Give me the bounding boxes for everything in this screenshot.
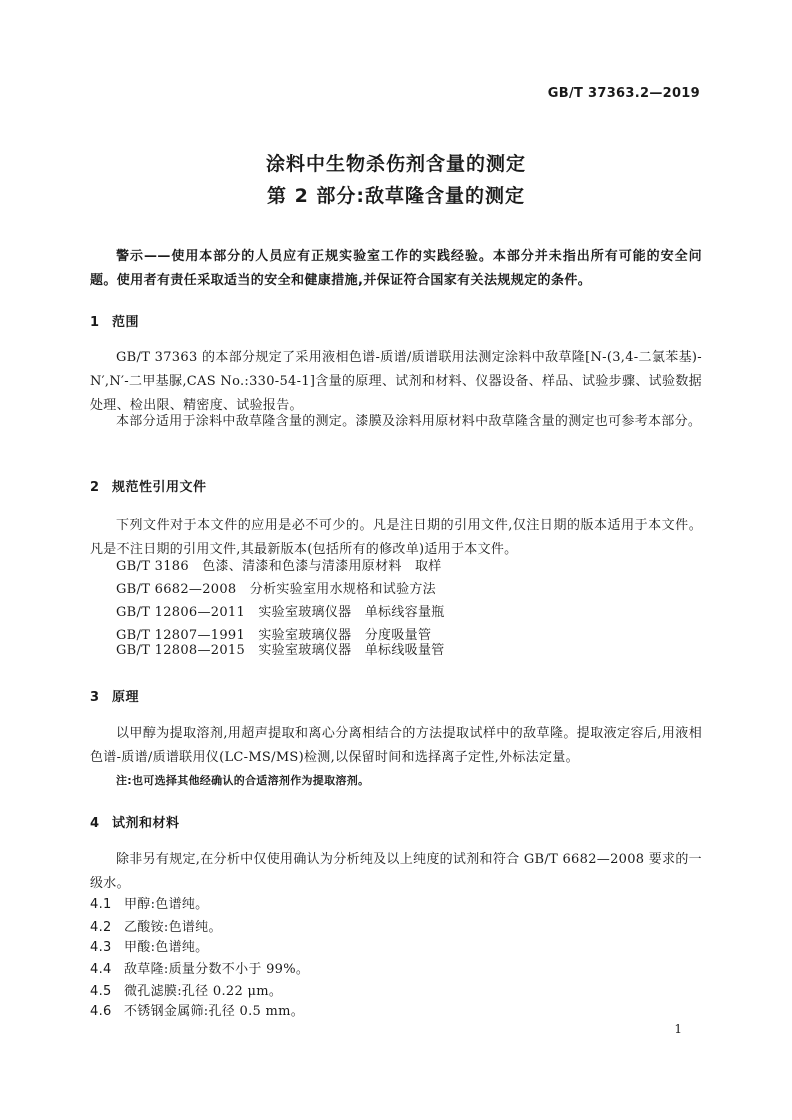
item-text: 微孔滤膜:孔径 0.22 μm。 [124,984,283,999]
section-title: 范围 [112,315,140,330]
standard-code: GB/T 37363.2—2019 [547,86,700,101]
item-text: 乙酸铵:色谱纯。 [124,920,222,935]
item-number: 4.6 [90,1004,112,1019]
section-title: 试剂和材料 [112,816,180,831]
document-title: 涂料中生物杀伤剂含量的测定 [265,153,526,175]
reagent-item [90,1000,304,1019]
warning-paragraph: 警示——使用本部分的人员应有正规实验室工作的实践经验。本部分并未指出所有可能的安全问题。使用者有责任采取适当的安全和健康措施,并保证符合国家有关法规规定的条件。 [90,249,702,288]
reagent-item [90,936,208,955]
item-text: 甲酸:色谱纯。 [124,940,209,955]
section-heading-2 [90,476,207,495]
document-subtitle: 第 2 部分:敌草隆含量的测定 [266,185,526,207]
item-number: 4.4 [90,962,112,977]
scope-paragraph-2: 本部分适用于涂料中敌草隆含量的测定。漆膜及涂料用原材料中敌草隆含量的测定也可参考本部分。 [116,414,702,429]
section-title: 原理 [112,690,140,705]
item-text: 甲醇:色谱纯。 [124,897,209,912]
item-number: 4.5 [90,984,112,999]
reference-item: GB/T 12806—2011 实验室玻璃仪器 单标线容量瓶 [116,605,445,620]
scope-paragraph-1: GB/T 37363 的本部分规定了采用液相色谱-质谱/质谱联用法测定涂料中敌草隆[N-(3,4-二氯苯基)-N′,N′-二甲基脲,CAS No.:330-54-1]含量的原理、试剂和材料、仪器设备、样品、试验步骤、试验数据处理、检出限、精密度、试验报告。 [90,350,702,413]
item-number: 4.3 [90,940,112,955]
reagent-item [90,958,309,977]
section-heading-4 [90,812,180,831]
item-number: 4.2 [90,920,112,935]
reference-item: GB/T 3186 色漆、清漆和色漆与清漆用原材料 取样 [116,559,442,574]
reagent-item [90,980,282,999]
section-number: 1 [90,315,100,330]
item-text: 不锈钢金属筛:孔径 0.5 mm。 [124,1004,305,1019]
reference-item: GB/T 6682—2008 分析实验室用水规格和试验方法 [116,582,436,597]
principle-paragraph: 以甲醇为提取溶剂,用超声提取和离心分离相结合的方法提取试样中的敌草隆。提取液定容后,用液相色谱-质谱/质谱联用仪(LC-MS/MS)检测,以保留时间和选择离子定性,外标法定量。 [90,726,702,765]
reagent-item [90,893,208,912]
section-number: 3 [90,690,100,705]
item-number: 4.1 [90,897,112,912]
reference-item: GB/T 12808—2015 实验室玻璃仪器 单标线吸量管 [116,643,445,658]
principle-note: 注:也可选择其他经确认的合适溶剂作为提取溶剂。 [116,774,370,787]
references-intro: 下列文件对于本文件的应用是必不可少的。凡是注日期的引用文件,仅注日期的版本适用于本文件。凡是不注日期的引用文件,其最新版本(包括所有的修改单)适用于本文件。 [90,518,702,557]
reference-item: GB/T 12807—1991 实验室玻璃仪器 分度吸量管 [116,628,432,643]
section-heading-3 [90,686,139,705]
section-number: 2 [90,480,100,495]
section-title: 规范性引用文件 [112,480,207,495]
item-text: 敌草隆:质量分数不小于 99%。 [124,962,310,977]
reagents-paragraph: 除非另有规定,在分析中仅使用确认为分析纯及以上纯度的试剂和符合 GB/T 6682—2008 要求的一级水。 [90,852,702,891]
section-number: 4 [90,816,100,831]
reagent-item [90,916,222,935]
section-heading-1 [90,311,139,330]
page-number: 1 [674,1022,682,1036]
